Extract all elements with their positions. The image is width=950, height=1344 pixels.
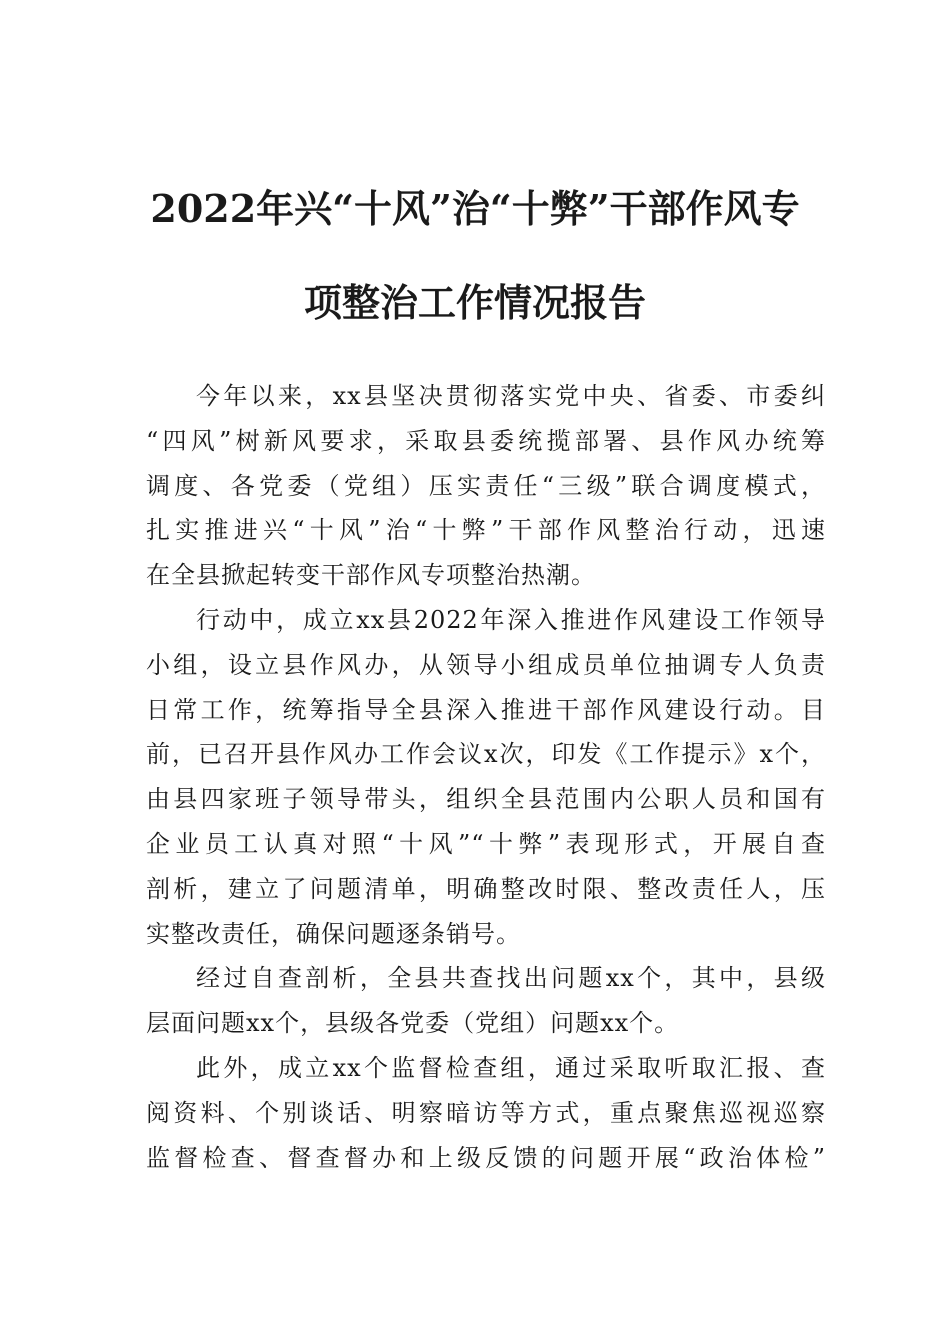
paragraph-2-line-7: 剖析，建立了问题清单，明确整改时限、整改责任人，压: [146, 874, 826, 903]
paragraph-2-line-5: 由县四家班子领导带头，组织全县范围内公职人员和国有: [146, 785, 826, 814]
paragraph-2-line-1: 行动中，成立xx县2022年深入推进作风建设工作领导: [196, 605, 826, 634]
paragraph-1-line-2: “四风”树新风要求，采取县委统揽部署、县作风办统筹: [146, 426, 826, 455]
document-title-line-1: 2022年兴“十风”治“十弊”干部作风专: [150, 186, 800, 231]
paragraph-2-line-8: 实整改责任，确保问题逐条销号。: [146, 919, 521, 948]
paragraph-1-line-3: 调度、各党委（党组）压实责任“三级”联合调度模式，: [146, 471, 826, 500]
paragraph-4-line-1: 此外，成立xx个监督检查组，通过采取听取汇报、查: [196, 1053, 826, 1082]
paragraph-1-line-5: 在全县掀起转变干部作风专项整治热潮。: [146, 561, 596, 590]
paragraph-2-line-2: 小组，设立县作风办，从领导小组成员单位抽调专人负责: [146, 650, 826, 679]
paragraph-2-line-3: 日常工作，统筹指导全县深入推进干部作风建设行动。目: [146, 695, 826, 724]
paragraph-1-line-4: 扎实推进兴“十风”治“十弊”干部作风整治行动，迅速: [146, 516, 826, 545]
paragraph-2-line-6: 企业员工认真对照“十风”“十弊”表现形式，开展自查: [146, 829, 826, 858]
document-title-line-2: 项整治工作情况报告: [303, 280, 646, 325]
paragraph-3-line-1: 经过自查剖析，全县共查找出问题xx个，其中，县级: [196, 964, 826, 993]
paragraph-1-line-1: 今年以来，xx县坚决贯彻落实党中央、省委、市委纠: [196, 382, 826, 410]
paragraph-4-line-3: 监督检查、督查督办和上级反馈的问题开展“政治体检”: [146, 1143, 826, 1172]
paragraph-4-line-2: 阅资料、个别谈话、明察暗访等方式，重点聚焦巡视巡察: [146, 1098, 826, 1127]
paragraph-3-line-2: 层面问题xx个，县级各党委（党组）问题xx个。: [146, 1009, 680, 1038]
document-body: [146, 374, 826, 1180]
paragraph-2-line-4: 前，已召开县作风办工作会议x次，印发《工作提示》x个，: [146, 740, 826, 769]
